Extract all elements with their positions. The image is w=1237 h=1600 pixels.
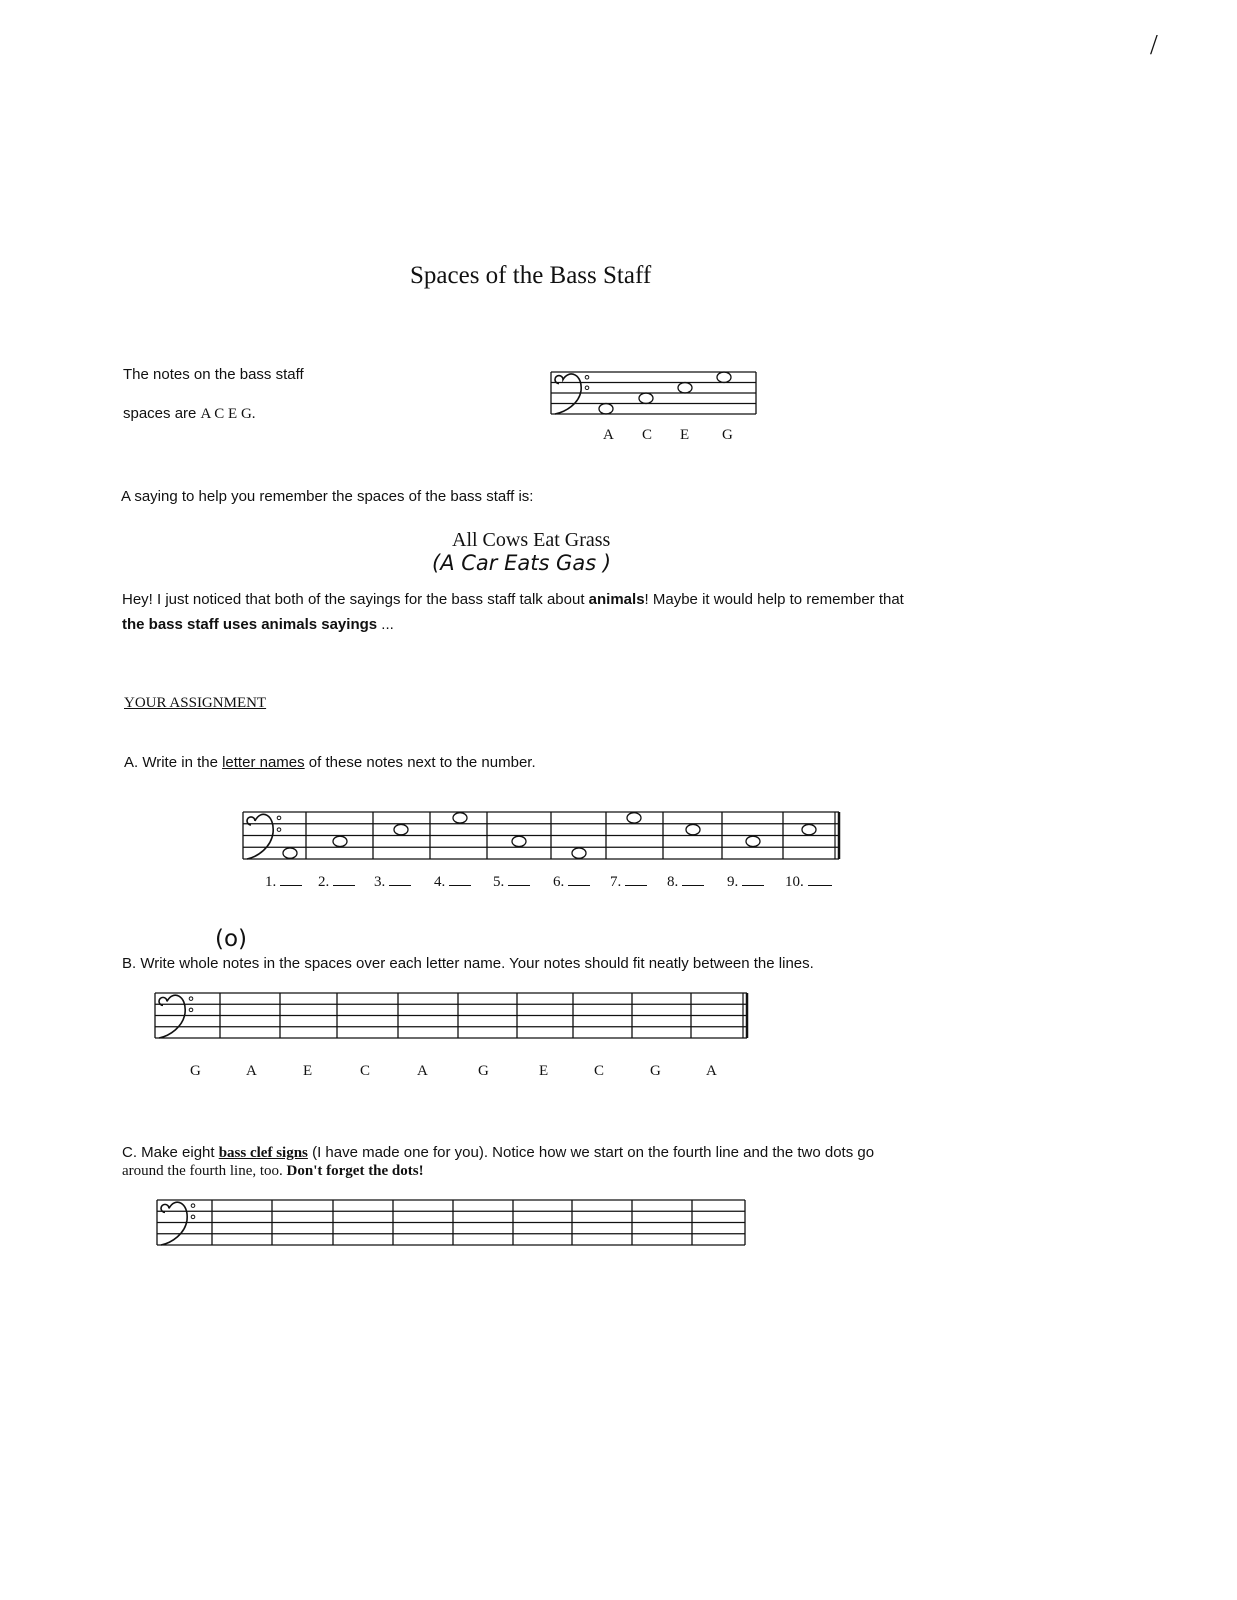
clef-dot — [277, 816, 281, 820]
whole-note — [802, 824, 816, 834]
clef-dot — [277, 828, 281, 832]
letter-name: G — [190, 1063, 201, 1079]
answer-blank[interactable]: 6. — [553, 873, 590, 891]
note-line-2: the bass staff uses animals sayings ... — [122, 616, 394, 633]
staff-a — [243, 812, 839, 859]
whole-note — [639, 393, 653, 403]
letter-name: G — [478, 1063, 489, 1079]
example-note-label: A — [603, 427, 614, 443]
clef-dot — [191, 1215, 195, 1219]
bass-clef-icon — [159, 995, 185, 1038]
whole-note — [394, 824, 408, 834]
intro-line-1: The notes on the bass staff — [123, 366, 304, 383]
letter-name: C — [594, 1063, 605, 1079]
letter-name: C — [360, 1063, 371, 1079]
whole-note — [746, 836, 760, 846]
assignment-heading: YOUR ASSIGNMENT — [124, 695, 267, 711]
bass-clef-icon — [555, 374, 581, 414]
staff-c[interactable] — [157, 1200, 745, 1245]
intro-letters: A C E G. — [200, 406, 256, 422]
answer-blank[interactable]: 4. — [434, 873, 471, 891]
bass-clef-icon — [161, 1202, 187, 1245]
saying-phrase: All Cows Eat Grass — [452, 529, 611, 551]
bass-clef-icon — [247, 814, 273, 859]
letter-name: G — [650, 1063, 661, 1079]
instruction-b: B. Write whole notes in the spaces over each letter name. Your notes should fit neatly between the lines. — [122, 955, 814, 972]
answer-blank[interactable]: 3. — [374, 873, 411, 891]
whole-note — [512, 836, 526, 846]
example-staff — [551, 372, 756, 414]
whole-note — [717, 372, 731, 382]
clef-dot — [191, 1204, 195, 1208]
whole-note — [572, 848, 586, 858]
clef-dot — [585, 375, 589, 379]
staff-b[interactable] — [155, 993, 747, 1038]
note-line-1: Hey! I just noticed that both of the sayings for the bass staff talk about animals! Maybe it would help to remember that — [122, 591, 904, 608]
whole-note — [627, 813, 641, 823]
clef-dot — [189, 1008, 193, 1012]
answer-blank[interactable]: 2. — [318, 873, 355, 891]
answer-blank[interactable]: 10. — [785, 873, 832, 891]
clef-dot — [585, 386, 589, 390]
letter-name: E — [303, 1063, 313, 1079]
example-note-label: C — [642, 427, 653, 443]
example-note-label: E — [680, 427, 690, 443]
handwritten-saying: (A Car Eats Gas ) — [432, 551, 612, 575]
letter-name: A — [706, 1063, 717, 1079]
intro-line-2 — [123, 405, 256, 423]
answer-blank[interactable]: 7. — [610, 873, 647, 891]
answer-blank[interactable]: 8. — [667, 873, 704, 891]
letter-name: A — [417, 1063, 428, 1079]
page-title: Spaces of the Bass Staff — [410, 262, 652, 289]
handwritten-whole-note: (o) — [215, 926, 248, 952]
whole-note — [686, 824, 700, 834]
whole-note — [333, 836, 347, 846]
intro-prefix: spaces are — [123, 405, 201, 422]
answer-blank[interactable]: 9. — [727, 873, 764, 891]
whole-note — [599, 404, 613, 414]
whole-note — [453, 813, 467, 823]
whole-note — [283, 848, 297, 858]
instruction-c-line-2: around the fourth line, too. Don't forget the dots! — [122, 1163, 424, 1179]
instruction-a: A. Write in the letter names of these notes next to the number. — [124, 754, 536, 771]
letter-name: E — [539, 1063, 549, 1079]
answer-blank[interactable]: 5. — [493, 873, 530, 891]
clef-dot — [189, 997, 193, 1001]
example-note-label: G — [722, 427, 733, 443]
answer-blank[interactable]: 1. — [265, 873, 302, 891]
instruction-c-line-1: C. Make eight bass clef signs (I have made one for you). Notice how we start on the fourth line and the two dots go — [122, 1144, 875, 1161]
saying-intro: A saying to help you remember the spaces of the bass staff is: — [121, 488, 534, 505]
whole-note — [678, 383, 692, 393]
corner-mark: / — [1150, 30, 1158, 61]
letter-name: A — [246, 1063, 257, 1079]
